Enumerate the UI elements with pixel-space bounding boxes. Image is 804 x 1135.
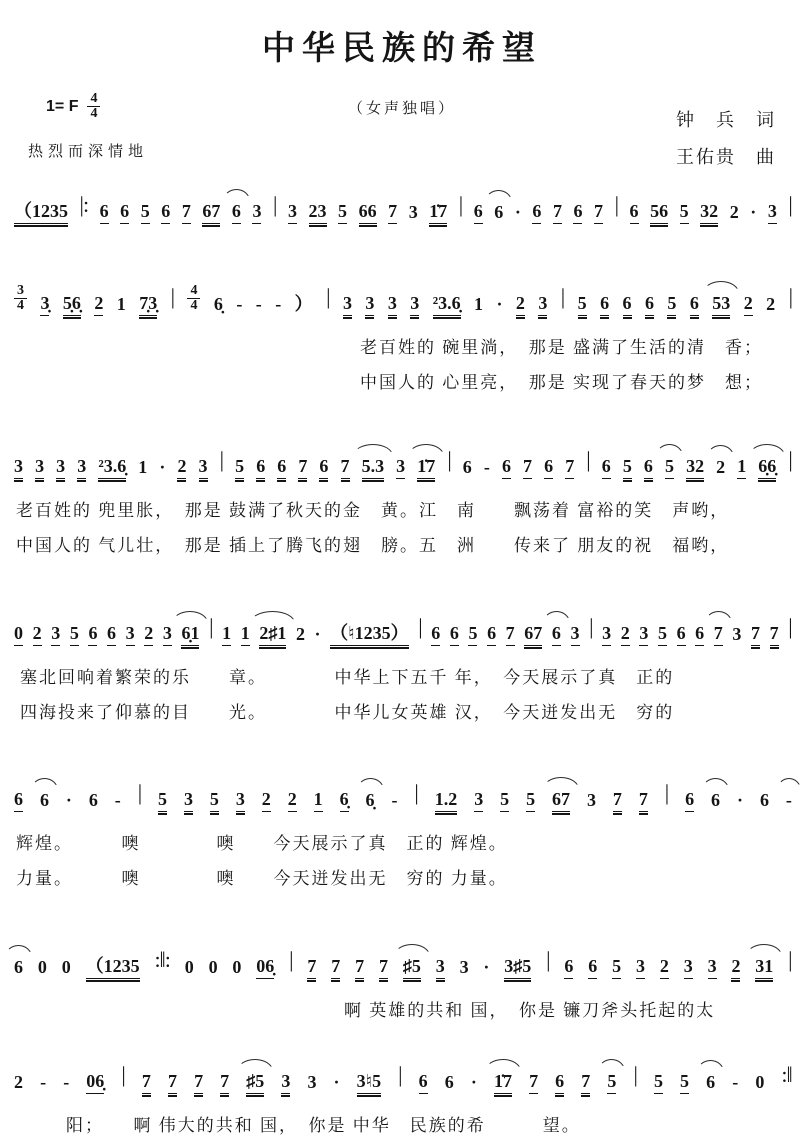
note-token: 67 <box>524 624 542 646</box>
note-token: 3 <box>768 202 777 224</box>
barline: | <box>219 447 224 472</box>
lyric-line: 啊 英雄的共和 国， 你是 镰刀斧头托起的太 <box>344 1001 716 1020</box>
note-token: 3♮5 <box>357 1072 381 1094</box>
note-token: （♮1235） <box>330 624 408 646</box>
note-token: 7 <box>553 202 562 224</box>
note-token: 7 <box>307 957 316 979</box>
note-token: 3 <box>343 294 352 316</box>
notation-line-6 <box>14 943 792 979</box>
music-system-2 <box>14 280 792 391</box>
note-token: 23 <box>309 202 327 224</box>
notation-line-5 <box>14 776 792 812</box>
note-token: 7 <box>565 457 574 479</box>
note-token: · <box>496 294 503 314</box>
notation-line-7 <box>14 1058 792 1094</box>
barline: :‖: <box>154 947 170 972</box>
note-token: 5 <box>667 294 676 316</box>
notation-line-2 <box>14 280 792 316</box>
lyric-line: 阳； 啊 伟大的共和 国， 你是 中华 民族的希 望。 <box>66 1116 581 1135</box>
barline: | <box>289 947 293 972</box>
barline: | <box>326 284 330 309</box>
note-token: 6̣ <box>213 294 223 314</box>
note-token: 5 <box>338 202 347 224</box>
music-system-4 <box>14 610 792 721</box>
note-token: · <box>514 202 521 222</box>
note-token: 3 <box>436 957 445 979</box>
song-title: 中华民族的希望 <box>262 31 542 67</box>
barline: | <box>121 1062 125 1087</box>
note-token: 6 <box>555 1072 564 1094</box>
barline: | <box>788 447 792 472</box>
music-system-3 <box>14 443 792 554</box>
note-token: 7̣3̣ <box>139 294 157 316</box>
note-token: 0 <box>208 957 218 977</box>
note-token: 2♯1 <box>259 624 286 646</box>
note-token: ²3.6̣ <box>433 294 461 316</box>
note-token: 2 <box>295 624 305 644</box>
note-token: 31 <box>755 957 773 979</box>
notation-line-1 <box>14 188 792 224</box>
note-token: 6 <box>494 202 504 222</box>
note-token: （1235 <box>14 202 68 224</box>
note-token: 6 <box>161 202 170 224</box>
note-token: 6 <box>532 202 541 224</box>
note-token: 6 <box>14 790 23 812</box>
note-token: · <box>65 790 72 810</box>
note-token: - <box>275 294 282 314</box>
note-token: 6 <box>431 624 440 646</box>
music-system-5 <box>14 776 792 887</box>
note-token: - <box>255 294 262 314</box>
note-token: 7 <box>714 624 723 646</box>
note-token: 32 <box>700 202 718 224</box>
note-token: 6̣6̣ <box>758 457 776 479</box>
note-token: 6 <box>685 790 694 812</box>
note-token: · <box>750 202 757 222</box>
lyric-line: 四海投来了仰慕的目 光。 中华儿女英雄 汉， 今天迸发出无 穷的 <box>20 703 675 722</box>
note-token: 5 <box>607 1072 616 1094</box>
note-token: 3 <box>77 457 86 479</box>
note-token: 3 <box>51 624 60 646</box>
note-token: 5 <box>680 1072 689 1094</box>
note-token: 7 <box>142 1072 151 1094</box>
note-token: ²3.6̣ <box>98 457 126 479</box>
barline: | <box>586 447 590 472</box>
barline: | <box>546 947 550 972</box>
note-token: · <box>736 790 743 810</box>
note-token: 7 <box>341 457 350 479</box>
note-token: - <box>785 790 792 810</box>
music-system-7 <box>14 1058 792 1134</box>
note-token: 7 <box>506 624 515 646</box>
note-token: 6 <box>759 790 769 810</box>
note-token: 3 <box>126 624 135 646</box>
music-system-1 <box>14 188 792 224</box>
note-token: 6̣ <box>340 790 349 812</box>
note-token: 3 <box>474 790 483 812</box>
note-token: 06̣ <box>256 957 274 979</box>
note-token: 6 <box>630 202 639 224</box>
note-token: 32 <box>686 457 704 479</box>
barline: | <box>418 614 422 639</box>
note-token: - <box>391 790 398 810</box>
note-token: 2 <box>177 457 186 479</box>
note-token: 6 <box>644 457 653 479</box>
note-token: 5 <box>612 957 621 979</box>
barline: | <box>614 192 618 217</box>
note-token: 5 <box>500 790 509 812</box>
note-token: 2 <box>729 202 739 222</box>
barline: | <box>447 447 451 472</box>
barline: | <box>788 614 792 639</box>
note-token: 7 <box>613 790 622 812</box>
note-token: 3 <box>538 294 547 316</box>
note-token: 0 <box>184 957 194 977</box>
note-token: 2 <box>621 624 630 646</box>
note-token: 66 <box>359 202 377 224</box>
note-token: 7 <box>194 1072 203 1094</box>
note-token: 5 <box>210 790 219 812</box>
note-token: 1̇7 <box>417 457 435 479</box>
note-token: 1 <box>138 457 148 477</box>
note-token: 3 <box>184 790 193 812</box>
note-token: 7 <box>331 957 340 979</box>
note-token: - <box>63 1072 70 1092</box>
note-token: 3 <box>602 624 611 646</box>
note-token: 0 <box>61 957 71 977</box>
note-token: 1 <box>116 294 126 314</box>
note-token: 5 <box>680 202 689 224</box>
note-token: 3 <box>408 202 418 222</box>
note-token: 6 <box>600 294 609 316</box>
note-token: （1235 <box>86 957 140 979</box>
lyricist-credit: 钟 兵 词 <box>676 110 776 130</box>
note-token: 2 <box>516 294 525 316</box>
note-token: 7 <box>182 202 191 224</box>
barline: | <box>664 780 669 805</box>
key-label: 1= F <box>46 97 79 115</box>
note-token: 6 <box>645 294 654 316</box>
note-token: 6 <box>711 790 721 810</box>
note-token: 5 <box>70 624 79 646</box>
note-token: 5 <box>158 790 167 812</box>
note-token: 7 <box>168 1072 177 1094</box>
note-token: 6 <box>419 1072 428 1094</box>
note-token: 2 <box>731 957 740 979</box>
note-token: 6 <box>14 957 23 977</box>
note-token: 2 <box>288 790 297 812</box>
note-token: 6 <box>277 457 286 479</box>
notation-line-4 <box>14 610 792 646</box>
note-token: 3 <box>288 202 297 224</box>
note-token: 2 <box>766 294 776 314</box>
note-token: ♯5 <box>403 957 421 979</box>
note-token: 5 <box>578 294 587 316</box>
note-token: 1̇7 <box>494 1072 512 1094</box>
note-token: 3♯5 <box>504 957 531 979</box>
note-token: 6̣1 <box>181 624 199 646</box>
lyric-line: 中国人的 气儿壮， 那是 插上了腾飞的翅 膀。五 洲 传来了 朋友的祝 福哟， <box>16 536 730 555</box>
note-token: 3 <box>708 957 717 979</box>
note-token: 5 <box>658 624 667 646</box>
note-token: 1 <box>222 624 231 646</box>
note-token: 1 <box>737 457 746 479</box>
note-token: 1̇7 <box>429 202 447 224</box>
note-token: ） <box>294 294 313 314</box>
note-token: - <box>114 790 121 810</box>
note-token: · <box>333 1072 340 1092</box>
note-token: 1 <box>241 624 250 646</box>
barline: | <box>788 284 792 309</box>
time-top: 4 <box>87 92 100 107</box>
note-token: 6 <box>706 1072 716 1092</box>
barline: | <box>788 947 792 972</box>
lyric-line: 力量。 噢 噢 今天迸发出无 穷的 力量。 <box>16 869 508 888</box>
note-token: 67 <box>552 790 570 812</box>
note-token: 5.3 <box>362 457 385 479</box>
subtitle: （女声独唱） <box>347 101 456 117</box>
time-signature: $\frac{3}{4}$ <box>14 284 27 316</box>
composer-credit: 王佑贵 曲 <box>676 147 776 167</box>
note-token: 6 <box>544 457 553 479</box>
note-token: 7 <box>388 202 397 224</box>
note-token: 6 <box>319 457 328 479</box>
barline: | <box>589 614 593 639</box>
note-token: 7 <box>770 624 779 646</box>
note-token: 2 <box>262 790 271 812</box>
barline: | <box>398 1062 402 1087</box>
credits <box>676 102 776 176</box>
barline: | <box>170 284 175 309</box>
note-token: 6̣ <box>365 790 375 810</box>
note-token: 7 <box>523 457 532 479</box>
note-token: 5 <box>665 457 674 479</box>
note-token: 3 <box>410 294 419 316</box>
note-token: 3 <box>307 1072 317 1092</box>
note-token: 0 <box>232 957 242 977</box>
note-token: 5 <box>235 457 244 479</box>
note-token: 5 <box>141 202 150 224</box>
note-token: 3 <box>396 457 405 479</box>
music-system-6 <box>14 943 792 1019</box>
note-token: 6 <box>450 624 459 646</box>
barline: | <box>273 192 277 217</box>
note-token: 6 <box>695 624 704 646</box>
note-token: 7 <box>379 957 388 979</box>
lyric-line: 老百姓的 碗里淌， 那是 盛满了生活的清 香； <box>360 338 763 357</box>
note-token: 6 <box>588 957 597 979</box>
note-token: 3 <box>732 624 742 644</box>
note-token: 7 <box>751 624 760 646</box>
note-token: 1.2 <box>435 790 458 812</box>
note-token: ♯5 <box>246 1072 264 1094</box>
note-token: 6 <box>487 624 496 646</box>
note-token: 6 <box>564 957 573 979</box>
note-token: 0 <box>14 624 23 646</box>
note-token: · <box>470 1072 477 1092</box>
note-token: 3 <box>236 790 245 812</box>
barline: |: <box>79 192 89 217</box>
note-token: 6 <box>39 790 49 810</box>
note-token: 7 <box>298 457 307 479</box>
time-signature: $\frac{4}{4}$ <box>187 284 200 316</box>
barline: | <box>560 284 565 309</box>
note-token: 6 <box>502 457 511 479</box>
note-token: 3 <box>639 624 648 646</box>
note-token: 6 <box>462 457 472 477</box>
note-token: 6 <box>602 457 611 479</box>
lyric-line: 辉煌。 噢 噢 今天展示了真 正的 辉煌。 <box>16 834 508 853</box>
note-token: 3 <box>684 957 693 979</box>
note-token: 3 <box>281 1072 290 1094</box>
note-token: 6 <box>573 202 582 224</box>
note-token: 6 <box>88 624 97 646</box>
note-token: 2 <box>33 624 42 646</box>
note-token: - <box>40 1072 47 1092</box>
notation-line-3 <box>14 443 792 479</box>
note-token: 3 <box>365 294 374 316</box>
barline: | <box>137 780 142 805</box>
note-token: 6 <box>232 202 241 224</box>
note-token: 06̣ <box>86 1072 104 1094</box>
time-bottom: 4 <box>90 106 98 121</box>
lyric-line: 中国人的 心里亮， 那是 实现了春天的梦 想； <box>360 373 763 392</box>
tempo-marking: 热烈而深情地 <box>28 144 149 160</box>
barline: :‖ <box>781 1062 792 1087</box>
barline: | <box>209 614 213 639</box>
note-token: 3 <box>459 957 469 977</box>
note-token: 7 <box>639 790 648 812</box>
note-token: 5 <box>468 624 477 646</box>
note-token: 7 <box>220 1072 229 1094</box>
note-token: 5 <box>526 790 535 812</box>
note-token: 3 <box>252 202 261 224</box>
note-token: 0 <box>37 957 47 977</box>
note-token: 6 <box>690 294 699 316</box>
note-token: - <box>483 457 490 477</box>
note-token: 2 <box>144 624 153 646</box>
note-token: 3 <box>14 457 23 479</box>
note-token: · <box>483 957 490 977</box>
note-token: · <box>314 624 321 644</box>
barline: | <box>788 192 792 217</box>
note-token: 3 <box>163 624 172 646</box>
note-token: 7 <box>355 957 364 979</box>
note-token: - <box>236 294 243 314</box>
note-token: 6 <box>256 457 265 479</box>
barline: | <box>633 1062 637 1087</box>
note-token: 6 <box>100 202 109 224</box>
note-token: 3 <box>388 294 397 316</box>
note-token: 53 <box>712 294 730 316</box>
note-token: 7 <box>594 202 603 224</box>
note-token: 6 <box>444 1072 454 1092</box>
note-token: · <box>159 457 166 477</box>
note-token: 1 <box>314 790 323 812</box>
note-token: 2 <box>660 957 669 979</box>
note-token: 3 <box>56 457 65 479</box>
note-token: 3̣ <box>40 294 49 316</box>
note-token: 3 <box>571 624 580 646</box>
note-token: 0 <box>755 1072 765 1092</box>
note-token: 1 <box>474 294 484 314</box>
note-token: 3 <box>586 790 596 810</box>
note-token: 6 <box>107 624 116 646</box>
barline: | <box>414 780 418 805</box>
note-token: 3 <box>199 457 208 479</box>
note-token: 7 <box>581 1072 590 1094</box>
note-token: 2 <box>744 294 753 316</box>
note-token: 2 <box>94 294 103 316</box>
note-token: 6 <box>88 790 98 810</box>
note-token: 6 <box>552 624 561 646</box>
note-token: 56 <box>650 202 668 224</box>
note-token: - <box>732 1072 739 1092</box>
note-token: 2 <box>716 457 726 477</box>
note-token: 6 <box>623 294 632 316</box>
note-token: 3 <box>636 957 645 979</box>
note-token: 6 <box>474 202 483 224</box>
note-token: 5 <box>654 1072 663 1094</box>
note-token: 2 <box>14 1072 23 1092</box>
note-token: 6 <box>677 624 686 646</box>
note-token: 7 <box>529 1072 538 1094</box>
note-token: 5 <box>623 457 632 479</box>
note-token: 6 <box>120 202 129 224</box>
lyric-line: 塞北回响着繁荣的乐 章。 中华上下五千 年， 今天展示了真 正的 <box>20 668 675 687</box>
barline: | <box>458 192 463 217</box>
lyric-line: 老百姓的 兜里胀， 那是 鼓满了秋天的金 黄。江 南 飘荡着 富裕的笑 声哟， <box>16 501 730 520</box>
note-token: 67 <box>202 202 220 224</box>
note-token: 3 <box>35 457 44 479</box>
note-token: 5̣6̣ <box>63 294 81 316</box>
